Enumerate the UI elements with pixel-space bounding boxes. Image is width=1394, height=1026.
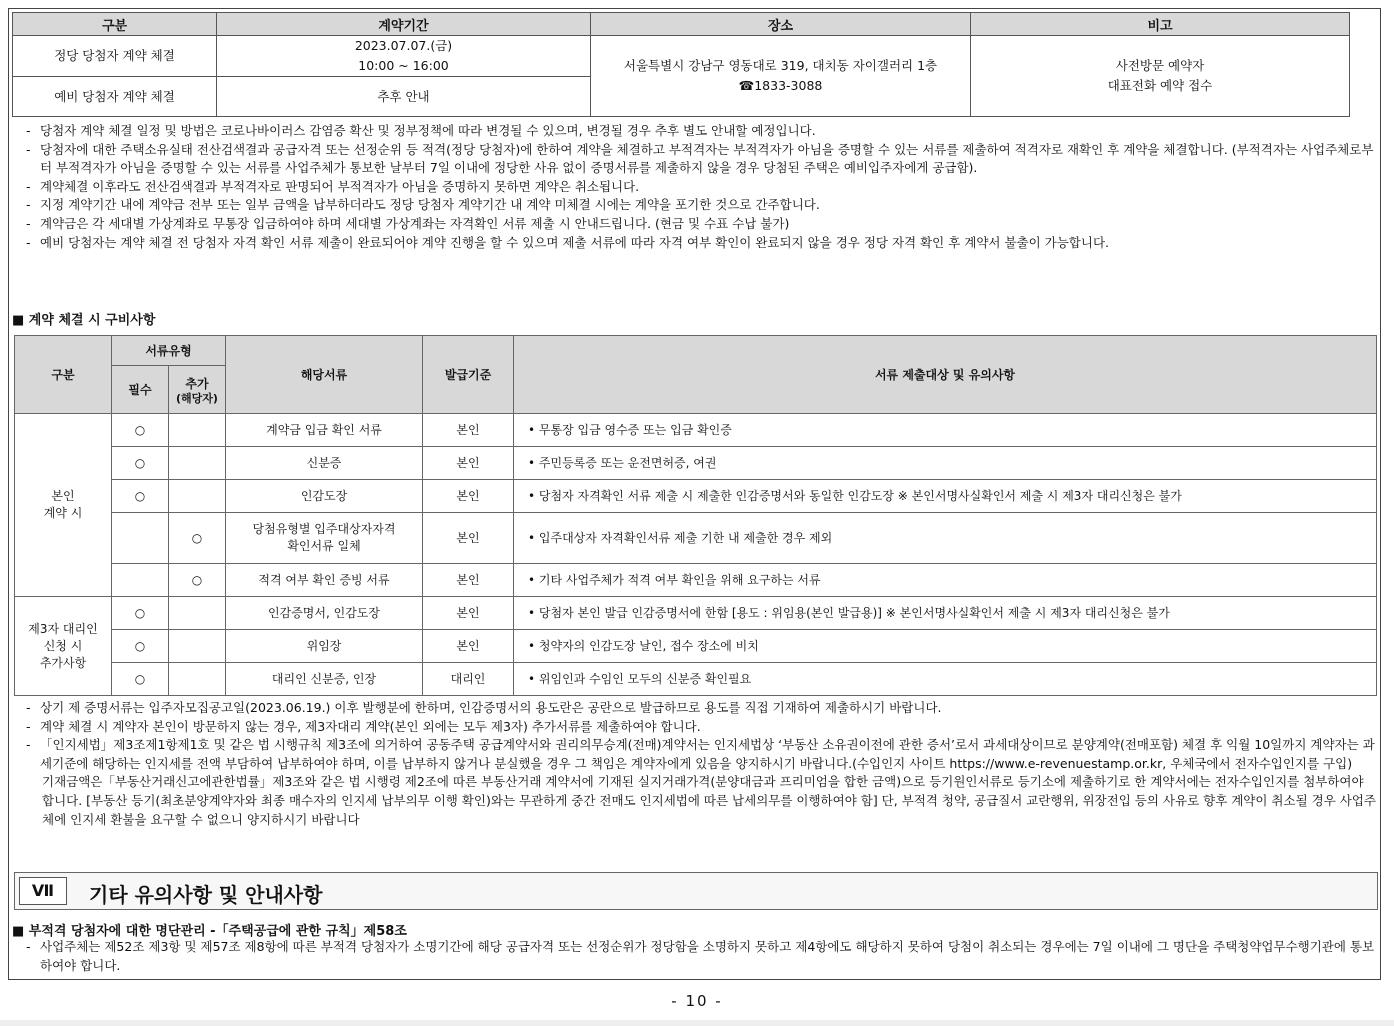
note-item: - 계약체결 이후라도 전산검색결과 부적격자로 판명되어 부적격자가 아님을 증명하지 못하면 계약은 취소됩니다. [26,178,640,194]
additional-mark [169,414,226,447]
reserve-winner-period: 추후 안내 [217,77,591,117]
issuer: 본인 [423,564,514,597]
note-item: - 지정 계약기간 내에 계약금 전부 또는 일부 금액을 납부하더라도 정당 당첨자 계약기간 내 계약 미체결 시에는 계약을 포기한 것으로 간주합니다. [26,197,820,213]
remark-line2: 대표전화 예약 접수 [1107,78,1213,93]
document-note: • 청약자의 인감도장 날인, 접수 장소에 비치 [514,630,1377,663]
table-row [15,630,1377,663]
required-mark [112,564,169,597]
req-header-required: 필수 [112,366,169,414]
required-mark [112,513,169,564]
requirements-table [14,335,1377,696]
table-row [15,447,1377,480]
table-row [15,414,1377,447]
additional-mark [169,630,226,663]
contract-remark [971,36,1350,117]
document-note: • 입주대상자 자격확인서류 제출 기한 내 제출한 경우 제외 [514,513,1377,564]
note-item: - 계약 체결 시 계약자 본인이 방문하지 않는 경우, 제3자대리 계약(본인 외에는 모두 제3자) 추가서류를 제출하여야 합니다. [26,718,701,734]
table-row [15,597,1377,630]
req-header-document: 해당서류 [226,336,423,414]
bottom-bar [0,1020,1394,1026]
period-date: 2023.07.07.(금) [354,38,453,53]
period-time: 10:00 ~ 16:00 [358,58,449,73]
table-row [15,480,1377,513]
document-name: 인감도장 [226,480,423,513]
header-place: 장소 [591,13,971,36]
document-name: 인감증명서, 인감도장 [226,597,423,630]
schedule-notes [26,122,1376,252]
header-category: 구분 [13,13,217,36]
remark-line1: 사전방문 예약자 [1115,58,1205,73]
req-header-additional: 추가 (해당자) [169,366,226,414]
additional-mark [169,663,226,696]
document-name: 적격 여부 확인 증빙 서류 [226,564,423,597]
issuer: 본인 [423,630,514,663]
req-header-notes: 서류 제출대상 및 유의사항 [514,336,1377,414]
issuer: 본인 [423,480,514,513]
required-mark: ○ [112,630,169,663]
requirements-notes [26,699,1376,829]
document-name: 신분증 [226,447,423,480]
issuer: 본인 [423,447,514,480]
group-self-contract: 본인 계약 시 [15,414,112,597]
additional-mark [169,447,226,480]
additional-mark [169,480,226,513]
additional-mark: ○ [169,513,226,564]
document-name: 당첨유형별 입주대상자자격 확인서류 일체 [226,513,423,564]
required-mark: ○ [112,597,169,630]
issuer: 본인 [423,414,514,447]
place-address: 서울특별시 강남구 영동대로 319, 대치동 자이갤러리 1층 [623,58,938,73]
row-main-winner: 정당 당첨자 계약 체결 [13,36,217,77]
document-note: • 기타 사업주체가 적격 여부 확인을 위해 요구하는 서류 [514,564,1377,597]
document-name: 위임장 [226,630,423,663]
req-header-issuer: 발급기준 [423,336,514,414]
note-item: - 당첨자 계약 체결 일정 및 방법은 코로나바이러스 감염증 확산 및 정부정책에 따라 변경될 수 있으며, 변경될 경우 추후 별도 안내할 예정입니다. [26,123,816,138]
note-item: - 당첨자에 대한 주택소유실태 전산검색결과 공급자격 또는 선정순위 등 적격(정당 당첨자)에 한하여 계약을 체결하고 부적격자는 부적격자가 아님을 증명할 수 있는 서류를 제출하여 적격자로 재확인 후 계약을 체결합니다. (부적격자는 사업주체로부터 부적격자가 아님을 증명할 수 있는 서류를 사업주체가 통보한 날부터 7일 이내에 정당한 사유 없이 증명서류를 제출하지 않을 경우 당첨된 주택은 예비입주자에게 공급함). [26,141,1374,176]
note-item: - 사업주체는 제52조 제3항 및 제57조 제8항에 따른 부적격 당첨자가 소명기간에 해당 공급자격 또는 선정순위가 정당함을 소명하지 못하고 제4항에도 해당하지 못하여 당첨이 취소되는 경우에는 7일 이내에 그 명단을 주택청약업무수행기관에 통보하여야 합니다. [26,939,1375,973]
group-proxy-application: 제3자 대리인 신청 시 추가사항 [15,597,112,696]
section-title-requirements: ■ 계약 체결 시 구비사항 [12,313,156,328]
document-name: 계약금 입금 확인 서류 [226,414,423,447]
chapter-heading [14,872,1378,910]
note-item: - 예비 당첨자는 계약 체결 전 당첨자 자격 확인 서류 제출이 완료되어야 계약 진행을 할 수 있으며 제출 서류에 따라 자격 여부 확인이 완료되지 않을 경우 정당 자격 확인 후 계약서 불출이 가능합니다. [26,234,1110,250]
required-mark: ○ [112,447,169,480]
req-header-doctype: 서류유형 [112,336,226,366]
issuer: 대리인 [423,663,514,696]
required-mark: ○ [112,663,169,696]
chapter-number: Ⅶ [19,877,67,905]
document-note: • 위임인과 수임인 모두의 신분증 확인필요 [514,663,1377,696]
ineligible-notes [26,938,1376,975]
row-reserve-winner: 예비 당첨자 계약 체결 [13,77,217,117]
section-title-ineligible: ■ 부적격 당첨자에 대한 명단관리 -「주택공급에 관한 규칙」제58조 [12,924,407,939]
place-phone: ☎1833-3088 [738,78,823,93]
header-period: 계약기간 [217,13,591,36]
table-row [15,513,1377,564]
additional-mark [169,597,226,630]
contract-place [591,36,971,117]
note-item: - 상기 제 증명서류는 입주자모집공고일(2023.06.19.) 이후 발행분에 한하며, 인감증명서의 용도란은 공란으로 발급하므로 용도를 직접 기재하여 제출하시기 바랍니다. [26,700,942,715]
issuer: 본인 [423,597,514,630]
page-number: - 10 - [671,992,723,1010]
chapter-title: 기타 유의사항 및 안내사항 [89,883,323,907]
table-row [15,663,1377,696]
note-item: - 「인지세법」제3조제1항제1호 및 같은 법 시행규칙 제3조에 의거하여 공동주택 공급계약서와 권리의무승계(전매)계약서는 인지세법상 ‘부동산 소유권이전에 관한 증서’로서 과세대상이므로 분양계약(전매포함) 체결 후 익월 10일까지 계약자는 과세기준에 해당하는 인지세를 전액 부담하여 납부하여야 하며, 이를 납부하지 않거나 분실했을 경우 그 책임은 계약자에게 있음을 양지하시기 바랍니다.(수입인지 사이트 https://www.e-revenuestamp.or.kr, 우체국에서 전자수입인지를 구입) [26,737,1375,771]
header-remark: 비고 [971,13,1350,36]
main-winner-period [217,36,591,77]
document-note: • 당첨자 자격확인 서류 제출 시 제출한 인감증명서와 동일한 인감도장 ※ 본인서명사실확인서 제출 시 제3자 대리신청은 불가 [514,480,1377,513]
document-note: • 무통장 입금 영수증 또는 입금 확인증 [514,414,1377,447]
required-mark: ○ [112,414,169,447]
document-note: • 주민등록증 또는 운전면허증, 여권 [514,447,1377,480]
note-item: - 계약금은 각 세대별 가상계좌로 무통장 입금하여야 하며 세대별 가상계좌는 자격확인 서류 제출 시 안내드립니다. (현금 및 수표 수납 불가) [26,215,790,231]
required-mark: ○ [112,480,169,513]
document-name: 대리인 신분증, 인장 [226,663,423,696]
table-row [15,564,1377,597]
document-note: • 당첨자 본인 발급 인감증명서에 한함 [용도 : 위임용(본인 발급용)] ※ 본인서명사실확인서 제출 시 제3자 대리신청은 불가 [514,597,1377,630]
additional-mark: ○ [169,564,226,597]
note-continuation: 기재금액은「부동산거래신고에관한법률」제3조와 같은 법 시행령 제2조에 따른 부동산거래 계약서에 기재된 실지거래가격(분양대금과 프리미엄을 합한 금액)으로 등기원인서류로 등기소에 제출하기로 한 계약서에는 전자수입인지를 첨부하여야 합니다. [부동산 등기(최초분양계약자와 최종 매수자의 인지세 납부의무 이행 확인)와는 무관하게 중간 전매도 인지세법에 따른 납세의무를 이행하여야 함] 단, 부적격 청약, 공급질서 교란행위, 위장전입 등의 사유로 향후 계약이 취소될 경우 사업주체에 인지세 환불을 요구할 수 없으니 양지하시기 바랍니다 [42,774,1376,827]
issuer: 본인 [423,513,514,564]
contract-schedule-table [12,12,1350,117]
req-header-category: 구분 [15,336,112,414]
